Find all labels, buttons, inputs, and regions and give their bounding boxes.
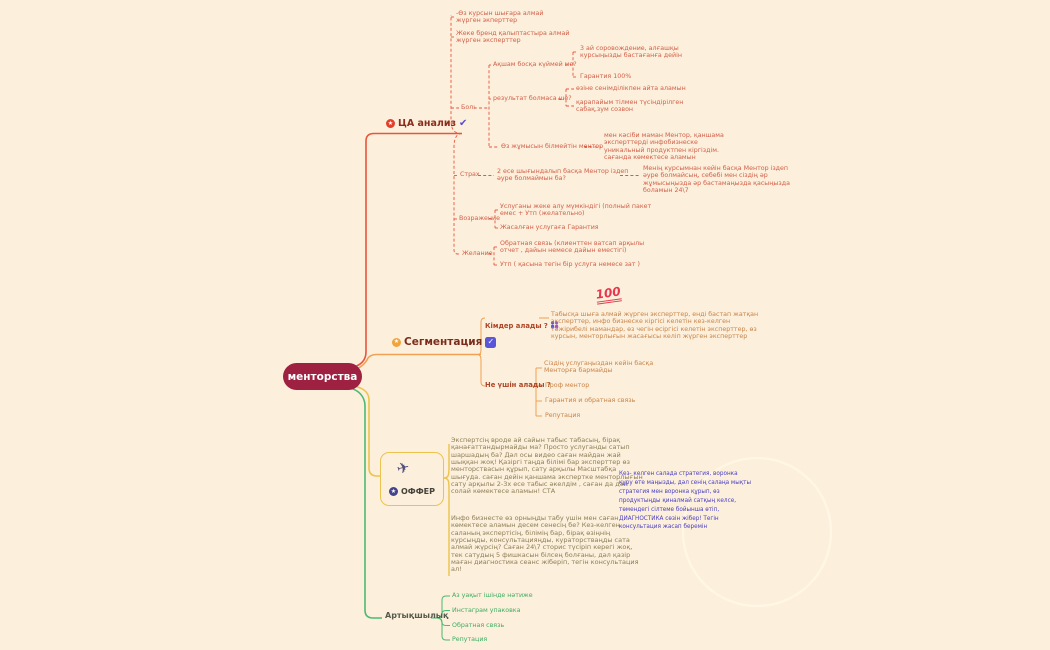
who-buys-label: Кімдер алады ? xyxy=(485,322,548,330)
topic-pain-q1-answer2[interactable]: Гарантия 100% xyxy=(580,73,632,80)
topic-pain[interactable]: Боль xyxy=(461,104,477,111)
topic-why-buys[interactable]: Не үшін алады ? xyxy=(485,381,551,389)
topic-offer[interactable] xyxy=(389,487,435,496)
topic-who-buys-answer[interactable]: Табысқа шыға алмай жүрген эксперттер, енді бастап жатқан эксперттер, инфо бизнеске кіргісі келетін кез-келген тәжірибелі мамандар, өз чегін өсіргісі келетін эксперттер, өз курсын, менторлығын жасағысы келіп жүрген эксперттер xyxy=(551,311,759,340)
hundred-points-sticker[interactable]: 100 xyxy=(595,285,622,304)
topic-objection-answer1[interactable]: Услуганы жеке алу мүмкіндігі (полный пакет емес + Утп (желательно) xyxy=(500,203,652,218)
topic-pain-q2[interactable]: результат болмаса ше? xyxy=(493,95,572,102)
topic-objection-answer2[interactable]: Жасалған услугаға Гарантия xyxy=(500,224,599,231)
topic-advantage-result[interactable]: Аз уақыт ішінде нәтиже xyxy=(452,592,533,599)
offer-label: ОФФЕР xyxy=(401,487,435,496)
plane-icon: ✈ xyxy=(394,457,412,479)
offer-blue-note[interactable]: Кез- келген салада стратегия, воронка құру өте маңызды, дәл сенің салаңа мықты стратегия мен воронка құрып, өз продуктыңды қиналмай сатқың келсе, төмендегі сілтеме бойынша өтіп, ДИАГНОСТИКА сөзін жібер! Тегін консультация жасап беремін xyxy=(619,471,751,531)
topic-objection[interactable]: Возражение xyxy=(459,215,501,222)
offer-topic-border[interactable] xyxy=(380,452,444,506)
topic-pain-q2-answer1[interactable]: өзіне сенімділікпен айта аламын xyxy=(576,85,686,92)
topic-pain-q1[interactable]: Ақшам босқа күймей ме? xyxy=(493,61,577,68)
topic-pain-q1-answer1[interactable]: 3 ай соровождение, алғашқы курсыңызды бастағанға дейін xyxy=(580,45,682,60)
topic-why-answer-1[interactable]: Сіздің услугаңыздан кейін басқа Менторға бармайды xyxy=(544,360,654,375)
star-badge-navy-icon[interactable]: ★ xyxy=(390,487,397,495)
topic-desire[interactable]: Желание xyxy=(462,250,493,257)
checkbox-icon[interactable]: ✓ xyxy=(485,337,496,348)
central-topic[interactable]: менторства xyxy=(283,363,362,390)
topic-advantage-reputation[interactable]: Репутация xyxy=(452,636,488,643)
topic-ca-analysis[interactable] xyxy=(386,118,467,129)
checkmark-icon[interactable]: ✔ xyxy=(459,117,468,129)
topic-desire-answer1[interactable]: Обратная связь (клиенттен ватсап арқылы отчет , дайын немесе дайын еместігі) xyxy=(500,240,645,255)
topic-experts-no-course[interactable]: -Өз курсын шығара алмай жүрген экперттер xyxy=(456,10,544,25)
topic-pain-q3[interactable]: Өз жұмысын білмейтін ментор xyxy=(501,143,604,150)
topic-offer-script-2[interactable]: Инфо бизнесте өз орныңды табу үшін мен саған көмектесе аламын десем сенесің бе? Кез-келген саланың экспертісің, білімің бар, бірақ өзіңнің курсыңды, консультацияңды, кураторстваңды сата алмай жүрсің? Саған 24\7 сторис түсіріп керегі жоқ, тек сатудың 5 фишкасын білсең болғаны, дәл қазір маған диагностика сеанс жіберіп, тегін консультация ал! xyxy=(451,514,639,574)
topic-fear[interactable]: Страх xyxy=(460,171,480,178)
topic-advantage-feedback[interactable]: Обратная связь xyxy=(452,621,505,629)
star-badge-red-icon[interactable]: ★ xyxy=(387,119,394,127)
topic-pain-q2-answer2[interactable]: қарапайым тілмен түсіндірілген сабақ,зум созвон xyxy=(576,99,684,114)
segmentation-label: Сегментация xyxy=(404,336,483,348)
topic-who-buys[interactable] xyxy=(485,313,559,333)
topic-pain-q3-answer[interactable]: мен кәсіби маман Ментор, қаншама эксперттерді инфобизнеске уникальный продуктпен кіргіздім. сағанда көмектесе аламын xyxy=(604,132,724,161)
topic-fear-answer[interactable]: Менің курсымнан кейін басқа Ментор іздеп әуре болмайсың, себебі мен сіздің әр жұмысыңызда әр бастамаңызда қасыңызда боламын 24\7 xyxy=(643,165,790,194)
topic-fear-question[interactable]: 2 есе шығындалып басқа Ментор іздеп әуре болмаймын ба? xyxy=(497,168,629,183)
topic-offer-script-1[interactable]: Экспертсің вроде ай сайын табыс табасың, бірақ қанағаттандырмайды ма? Просто услуганды сатып шаршадың ба? Дәл осы видео саған майдан жай шыққан жоқ! Қазіргі таңда білімі бар эксперттер өз менторствасын құрып, сату арқылы Масштабқа шығуда. саған дейін қаншама экспертке менторлығын сату арқылы 2-3х есе табыс әкелдім , саған да дәл солай көмектесе аламын! СТА xyxy=(451,436,643,496)
topic-why-answer-3[interactable]: Гарантия и обратная связь xyxy=(545,397,636,404)
star-badge-orange-icon[interactable]: ★ xyxy=(393,338,400,345)
topic-segmentation[interactable] xyxy=(392,336,496,348)
topic-why-answer-2[interactable]: Проф ментор xyxy=(545,382,590,389)
topic-experts-no-brand[interactable]: Жеке бренд қалыптастыра алмай жүрген эксперттер xyxy=(456,30,570,45)
topic-desire-answer2[interactable]: Утп ( қасына тегін бір услуга немесе зат ) xyxy=(500,261,640,268)
topic-advantages[interactable]: Артықшылық xyxy=(385,611,449,620)
topic-why-answer-4[interactable]: Репутация xyxy=(545,412,581,419)
ca-analysis-label: ЦА анализ xyxy=(398,118,456,129)
topic-advantage-instagram[interactable]: Инстаграм упаковка xyxy=(452,606,521,614)
